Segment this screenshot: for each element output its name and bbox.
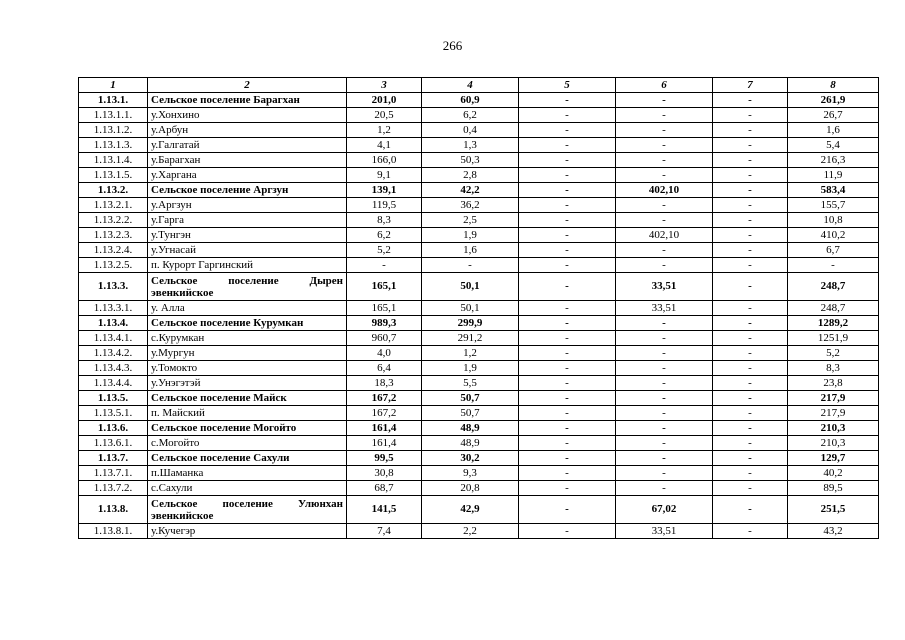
value-cell: 9,3: [422, 466, 519, 481]
value-cell: -: [519, 421, 616, 436]
row-name: Сельское поселение Могойто: [148, 421, 347, 436]
value-cell: -: [519, 391, 616, 406]
row-code: 1.13.4.4.: [79, 376, 148, 391]
value-cell: 5,4: [788, 138, 879, 153]
value-cell: -: [713, 301, 788, 316]
value-cell: -: [422, 258, 519, 273]
value-cell: -: [713, 213, 788, 228]
value-cell: 30,8: [347, 466, 422, 481]
locality-row: [79, 108, 879, 123]
value-cell: -: [713, 93, 788, 108]
row-name: у.Харгана: [148, 168, 347, 183]
value-cell: -: [713, 123, 788, 138]
locality-row: [79, 436, 879, 451]
row-code: 1.13.5.1.: [79, 406, 148, 421]
value-cell: -: [713, 138, 788, 153]
value-cell: 7,4: [347, 524, 422, 539]
value-cell: -: [519, 228, 616, 243]
value-cell: -: [616, 361, 713, 376]
value-cell: -: [713, 391, 788, 406]
value-cell: 48,9: [422, 436, 519, 451]
value-cell: -: [519, 481, 616, 496]
value-cell: -: [519, 108, 616, 123]
row-name: Сельское поселение Курумкан: [148, 316, 347, 331]
value-cell: 989,3: [347, 316, 422, 331]
value-cell: -: [519, 243, 616, 258]
column-header: 4: [422, 78, 519, 93]
column-header: 8: [788, 78, 879, 93]
value-cell: 165,1: [347, 301, 422, 316]
row-name: у.Томокто: [148, 361, 347, 376]
value-cell: 402,10: [616, 228, 713, 243]
value-cell: -: [713, 153, 788, 168]
value-cell: -: [713, 228, 788, 243]
value-cell: 1,9: [422, 228, 519, 243]
page-number: 266: [442, 38, 463, 53]
value-cell: -: [347, 258, 422, 273]
settlement-row: [79, 496, 879, 524]
value-cell: 26,7: [788, 108, 879, 123]
value-cell: -: [519, 301, 616, 316]
value-cell: 23,8: [788, 376, 879, 391]
row-name: Сельское поселение Майск: [148, 391, 347, 406]
value-cell: 33,51: [616, 273, 713, 301]
value-cell: 4,1: [347, 138, 422, 153]
value-cell: 5,2: [347, 243, 422, 258]
locality-row: [79, 406, 879, 421]
value-cell: 50,1: [422, 273, 519, 301]
settlement-row: [79, 316, 879, 331]
value-cell: 67,02: [616, 496, 713, 524]
value-cell: -: [616, 481, 713, 496]
row-name: у.Барагхан: [148, 153, 347, 168]
value-cell: -: [616, 123, 713, 138]
row-code: 1.13.7.: [79, 451, 148, 466]
value-cell: 5,2: [788, 346, 879, 361]
value-cell: 251,5: [788, 496, 879, 524]
value-cell: 99,5: [347, 451, 422, 466]
value-cell: 210,3: [788, 421, 879, 436]
row-name: у.Кучегэр: [148, 524, 347, 539]
value-cell: 1,6: [422, 243, 519, 258]
locality-row: [79, 168, 879, 183]
row-name: у.Гарга: [148, 213, 347, 228]
column-header: 7: [713, 78, 788, 93]
value-cell: 6,2: [422, 108, 519, 123]
value-cell: 42,2: [422, 183, 519, 198]
row-name: у.Галгатай: [148, 138, 347, 153]
settlement-row: [79, 391, 879, 406]
row-code: 1.13.1.2.: [79, 123, 148, 138]
value-cell: 1,3: [422, 138, 519, 153]
row-code: 1.13.8.1.: [79, 524, 148, 539]
value-cell: -: [616, 153, 713, 168]
value-cell: 210,3: [788, 436, 879, 451]
value-cell: 1,2: [347, 123, 422, 138]
settlement-row: [79, 451, 879, 466]
row-code: 1.13.4.2.: [79, 346, 148, 361]
row-code: 1.13.2.2.: [79, 213, 148, 228]
value-cell: -: [788, 258, 879, 273]
value-cell: -: [616, 168, 713, 183]
locality-row: [79, 138, 879, 153]
value-cell: 40,2: [788, 466, 879, 481]
value-cell: -: [616, 406, 713, 421]
value-cell: -: [713, 421, 788, 436]
value-cell: 402,10: [616, 183, 713, 198]
locality-row: [79, 331, 879, 346]
value-cell: -: [713, 108, 788, 123]
row-code: 1.13.1.5.: [79, 168, 148, 183]
row-name: у.Мургун: [148, 346, 347, 361]
value-cell: -: [616, 331, 713, 346]
value-cell: 89,5: [788, 481, 879, 496]
settlement-row: [79, 93, 879, 108]
value-cell: -: [519, 361, 616, 376]
value-cell: 20,5: [347, 108, 422, 123]
value-cell: -: [519, 198, 616, 213]
row-name: у. Алла: [148, 301, 347, 316]
value-cell: 33,51: [616, 524, 713, 539]
row-code: 1.13.4.1.: [79, 331, 148, 346]
row-code: 1.13.3.1.: [79, 301, 148, 316]
row-name: у.Хонхино: [148, 108, 347, 123]
value-cell: -: [713, 331, 788, 346]
locality-row: [79, 466, 879, 481]
value-cell: -: [713, 316, 788, 331]
value-cell: -: [713, 183, 788, 198]
value-cell: -: [713, 436, 788, 451]
value-cell: 2,2: [422, 524, 519, 539]
value-cell: 33,51: [616, 301, 713, 316]
value-cell: 43,2: [788, 524, 879, 539]
value-cell: 9,1: [347, 168, 422, 183]
value-cell: 8,3: [788, 361, 879, 376]
value-cell: -: [616, 138, 713, 153]
value-cell: -: [713, 451, 788, 466]
value-cell: 410,2: [788, 228, 879, 243]
column-header: 5: [519, 78, 616, 93]
value-cell: -: [519, 436, 616, 451]
row-name: у.Тунгэн: [148, 228, 347, 243]
value-cell: 36,2: [422, 198, 519, 213]
value-cell: -: [713, 168, 788, 183]
locality-row: [79, 524, 879, 539]
value-cell: 18,3: [347, 376, 422, 391]
value-cell: -: [616, 198, 713, 213]
value-cell: -: [713, 496, 788, 524]
value-cell: -: [713, 376, 788, 391]
row-name: с.Сахули: [148, 481, 347, 496]
value-cell: 1251,9: [788, 331, 879, 346]
locality-row: [79, 213, 879, 228]
row-code: 1.13.2.5.: [79, 258, 148, 273]
value-cell: -: [519, 376, 616, 391]
value-cell: -: [519, 406, 616, 421]
value-cell: 2,5: [422, 213, 519, 228]
value-cell: 6,7: [788, 243, 879, 258]
column-header: 6: [616, 78, 713, 93]
value-cell: 1289,2: [788, 316, 879, 331]
row-name: Сельское поселение Сахули: [148, 451, 347, 466]
row-code: 1.13.7.1.: [79, 466, 148, 481]
row-name: у.Арбун: [148, 123, 347, 138]
row-code: 1.13.4.3.: [79, 361, 148, 376]
row-code: 1.13.8.: [79, 496, 148, 524]
value-cell: 68,7: [347, 481, 422, 496]
row-name: с.Могойто: [148, 436, 347, 451]
value-cell: 248,7: [788, 301, 879, 316]
value-cell: 216,3: [788, 153, 879, 168]
value-cell: 129,7: [788, 451, 879, 466]
row-code: 1.13.6.1.: [79, 436, 148, 451]
locality-row: [79, 123, 879, 138]
row-name: Сельское поселение Дырен эвенкийское: [148, 273, 347, 301]
value-cell: 0,4: [422, 123, 519, 138]
value-cell: -: [519, 213, 616, 228]
value-cell: -: [616, 108, 713, 123]
value-cell: -: [519, 346, 616, 361]
value-cell: -: [519, 123, 616, 138]
value-cell: 155,7: [788, 198, 879, 213]
value-cell: 166,0: [347, 153, 422, 168]
value-cell: 48,9: [422, 421, 519, 436]
value-cell: 50,7: [422, 391, 519, 406]
value-cell: 141,5: [347, 496, 422, 524]
value-cell: -: [713, 361, 788, 376]
value-cell: 6,2: [347, 228, 422, 243]
column-header: 3: [347, 78, 422, 93]
column-header: 1: [79, 78, 148, 93]
value-cell: -: [616, 466, 713, 481]
value-cell: 960,7: [347, 331, 422, 346]
value-cell: 50,1: [422, 301, 519, 316]
locality-row: [79, 153, 879, 168]
value-cell: -: [519, 168, 616, 183]
value-cell: -: [519, 316, 616, 331]
value-cell: 167,2: [347, 391, 422, 406]
row-code: 1.13.1.4.: [79, 153, 148, 168]
data-table: [78, 77, 879, 539]
value-cell: 583,4: [788, 183, 879, 198]
value-cell: 299,9: [422, 316, 519, 331]
value-cell: 217,9: [788, 391, 879, 406]
value-cell: -: [616, 451, 713, 466]
value-cell: -: [519, 451, 616, 466]
value-cell: 60,9: [422, 93, 519, 108]
locality-row: [79, 481, 879, 496]
locality-row: [79, 258, 879, 273]
value-cell: -: [713, 243, 788, 258]
value-cell: 1,9: [422, 361, 519, 376]
value-cell: 2,8: [422, 168, 519, 183]
value-cell: 6,4: [347, 361, 422, 376]
value-cell: 5,5: [422, 376, 519, 391]
row-name: п.Шаманка: [148, 466, 347, 481]
value-cell: -: [519, 496, 616, 524]
value-cell: -: [616, 436, 713, 451]
value-cell: -: [713, 198, 788, 213]
value-cell: -: [519, 331, 616, 346]
row-code: 1.13.3.: [79, 273, 148, 301]
value-cell: 1,6: [788, 123, 879, 138]
value-cell: -: [519, 153, 616, 168]
settlement-row: [79, 421, 879, 436]
row-name: Сельское поселение Улюнхан эвенкийское: [148, 496, 347, 524]
table-body: [79, 93, 879, 539]
value-cell: 248,7: [788, 273, 879, 301]
value-cell: -: [616, 213, 713, 228]
value-cell: -: [616, 421, 713, 436]
value-cell: -: [519, 258, 616, 273]
value-cell: 201,0: [347, 93, 422, 108]
value-cell: 10,8: [788, 213, 879, 228]
row-code: 1.13.4.: [79, 316, 148, 331]
row-name: п. Курорт Гаргинский: [148, 258, 347, 273]
row-code: 1.13.2.4.: [79, 243, 148, 258]
value-cell: -: [616, 376, 713, 391]
row-name: у.Унэгэтэй: [148, 376, 347, 391]
settlement-row: [79, 273, 879, 301]
locality-row: [79, 301, 879, 316]
value-cell: -: [713, 524, 788, 539]
row-code: 1.13.5.: [79, 391, 148, 406]
value-cell: -: [616, 258, 713, 273]
value-cell: 8,3: [347, 213, 422, 228]
value-cell: -: [713, 481, 788, 496]
value-cell: 119,5: [347, 198, 422, 213]
locality-row: [79, 243, 879, 258]
value-cell: 50,3: [422, 153, 519, 168]
row-code: 1.13.1.1.: [79, 108, 148, 123]
value-cell: -: [616, 243, 713, 258]
row-name: у.Аргзун: [148, 198, 347, 213]
value-cell: 167,2: [347, 406, 422, 421]
value-cell: -: [519, 524, 616, 539]
column-header: 2: [148, 78, 347, 93]
value-cell: 42,9: [422, 496, 519, 524]
value-cell: 4,0: [347, 346, 422, 361]
value-cell: 11,9: [788, 168, 879, 183]
value-cell: 217,9: [788, 406, 879, 421]
value-cell: -: [713, 466, 788, 481]
value-cell: -: [713, 273, 788, 301]
value-cell: 1,2: [422, 346, 519, 361]
value-cell: -: [713, 258, 788, 273]
value-cell: 261,9: [788, 93, 879, 108]
row-name: п. Майский: [148, 406, 347, 421]
value-cell: 161,4: [347, 436, 422, 451]
value-cell: -: [519, 93, 616, 108]
row-name: с.Курумкан: [148, 331, 347, 346]
row-code: 1.13.1.3.: [79, 138, 148, 153]
row-code: 1.13.2.3.: [79, 228, 148, 243]
row-name: у.Угнасай: [148, 243, 347, 258]
value-cell: -: [713, 406, 788, 421]
value-cell: -: [519, 466, 616, 481]
value-cell: 165,1: [347, 273, 422, 301]
value-cell: 50,7: [422, 406, 519, 421]
settlement-row: [79, 183, 879, 198]
value-cell: -: [616, 93, 713, 108]
row-code: 1.13.7.2.: [79, 481, 148, 496]
row-name: Сельское поселение Барагхан: [148, 93, 347, 108]
row-code: 1.13.2.1.: [79, 198, 148, 213]
row-code: 1.13.1.: [79, 93, 148, 108]
row-name: Сельское поселение Аргзун: [148, 183, 347, 198]
value-cell: 20,8: [422, 481, 519, 496]
value-cell: -: [519, 273, 616, 301]
row-code: 1.13.6.: [79, 421, 148, 436]
locality-row: [79, 361, 879, 376]
value-cell: -: [616, 346, 713, 361]
value-cell: 139,1: [347, 183, 422, 198]
value-cell: 291,2: [422, 331, 519, 346]
value-cell: 161,4: [347, 421, 422, 436]
value-cell: 30,2: [422, 451, 519, 466]
row-code: 1.13.2.: [79, 183, 148, 198]
locality-row: [79, 228, 879, 243]
value-cell: -: [519, 183, 616, 198]
locality-row: [79, 198, 879, 213]
value-cell: -: [713, 346, 788, 361]
value-cell: -: [616, 391, 713, 406]
locality-row: [79, 376, 879, 391]
value-cell: -: [616, 316, 713, 331]
value-cell: -: [519, 138, 616, 153]
header-row: [79, 78, 879, 93]
locality-row: [79, 346, 879, 361]
